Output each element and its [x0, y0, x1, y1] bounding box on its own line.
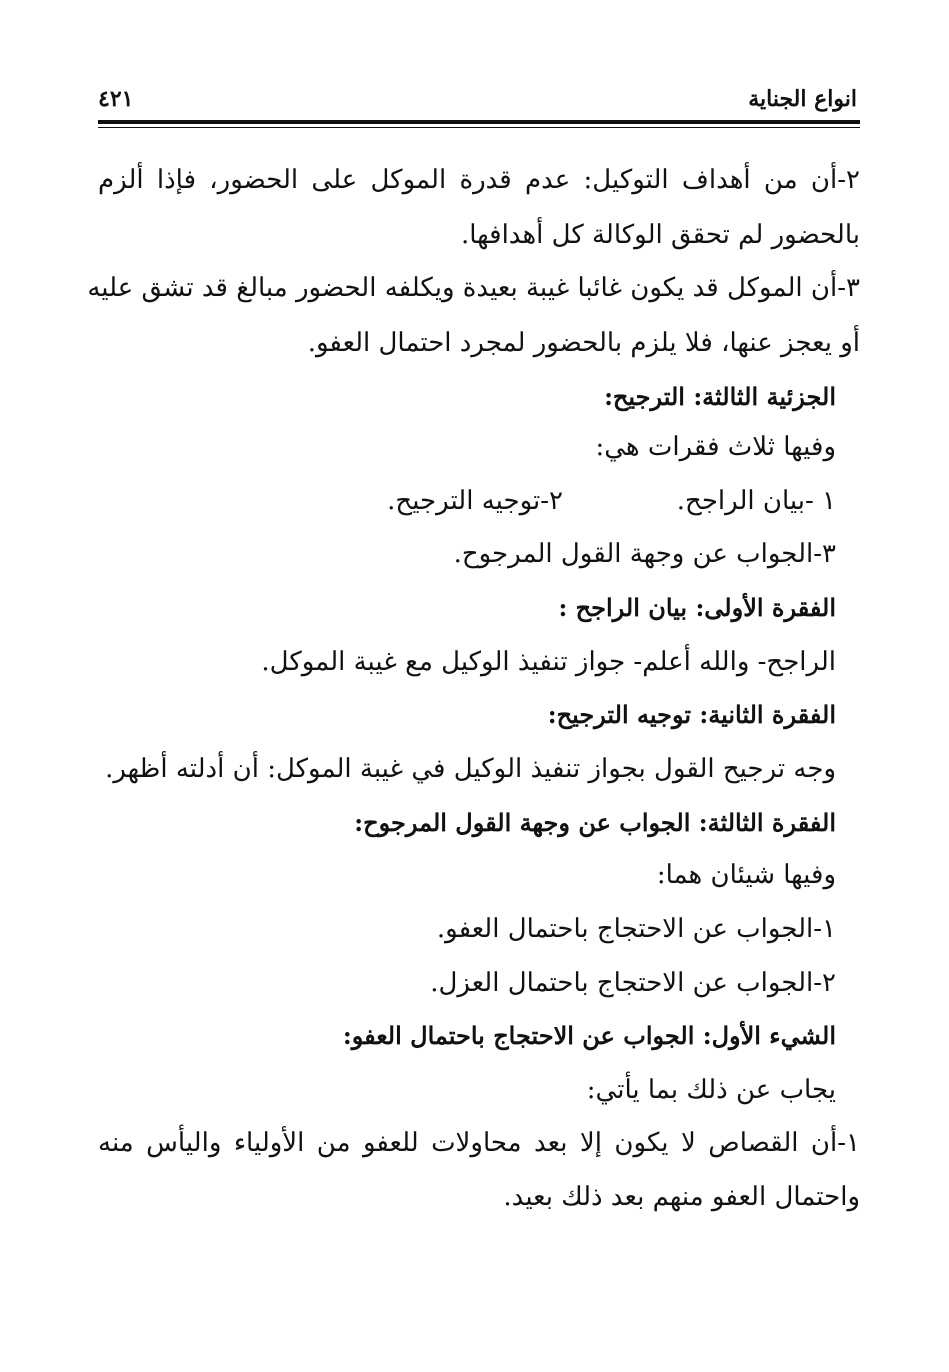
section-heading: الفقرة الأولى: بيان الراجح :	[558, 593, 836, 622]
paragraph-line: وفيها ثلاث فقرات هي:	[595, 432, 836, 462]
section-heading: الجزئية الثالثة: الترجيح:	[604, 382, 836, 411]
paragraph-line: يجاب عن ذلك بما يأتي:	[586, 1075, 836, 1105]
paragraph-line: وفيها شيئان هما:	[656, 860, 836, 890]
paragraph-line: الراجح- والله أعلم- جواز تنفيذ الوكيل مع غيبة الموكل.	[261, 647, 836, 677]
page-number: ٤٢١	[98, 86, 134, 112]
paragraph-line: أو يعجز عنها، فلا يلزم بالحضور لمجرد احتمال العفو.	[307, 328, 860, 358]
header-rule-thick	[98, 120, 860, 124]
section-heading: الفقرة الثالثة: الجواب عن وجهة القول المرجوح:	[354, 808, 836, 837]
list-item: ١ -بيان الراجح.	[676, 486, 836, 516]
paragraph-line: ١-أن القصاص لا يكون إلا بعد محاولات للعفو من الأولياء واليأس منه	[98, 1128, 860, 1158]
running-header-title: انواع الجناية	[748, 86, 857, 112]
section-heading: الفقرة الثانية: توجيه الترجيح:	[547, 700, 836, 729]
section-heading: الشيء الأول: الجواب عن الاحتجاج باحتمال العفو:	[342, 1021, 836, 1050]
list-item: ١-الجواب عن الاحتجاج باحتمال العفو.	[436, 914, 836, 944]
paragraph-line: وجه ترجيح القول بجواز تنفيذ الوكيل في غيبة الموكل: أن أدلته أظهر.	[105, 754, 836, 784]
header-rule-thin	[98, 127, 860, 128]
paragraph-line: بالحضور لم تحقق الوكالة كل أهدافها.	[460, 220, 860, 250]
paragraph-line: ٣-أن الموكل قد يكون غائبا غيبة بعيدة ويكلفه الحضور مبالغ قد تشق عليه	[87, 273, 860, 303]
list-item: ٢-توجيه الترجيح.	[387, 486, 563, 516]
paragraph-line: واحتمال العفو منهم بعد ذلك بعيد.	[503, 1182, 860, 1212]
paragraph-line: ٢-أن من أهداف التوكيل: عدم قدرة الموكل على الحضور، فإذا ألزم	[98, 165, 860, 195]
list-item: ٣-الجواب عن وجهة القول المرجوح.	[453, 539, 836, 569]
list-item: ٢-الجواب عن الاحتجاج باحتمال العزل.	[430, 968, 836, 998]
